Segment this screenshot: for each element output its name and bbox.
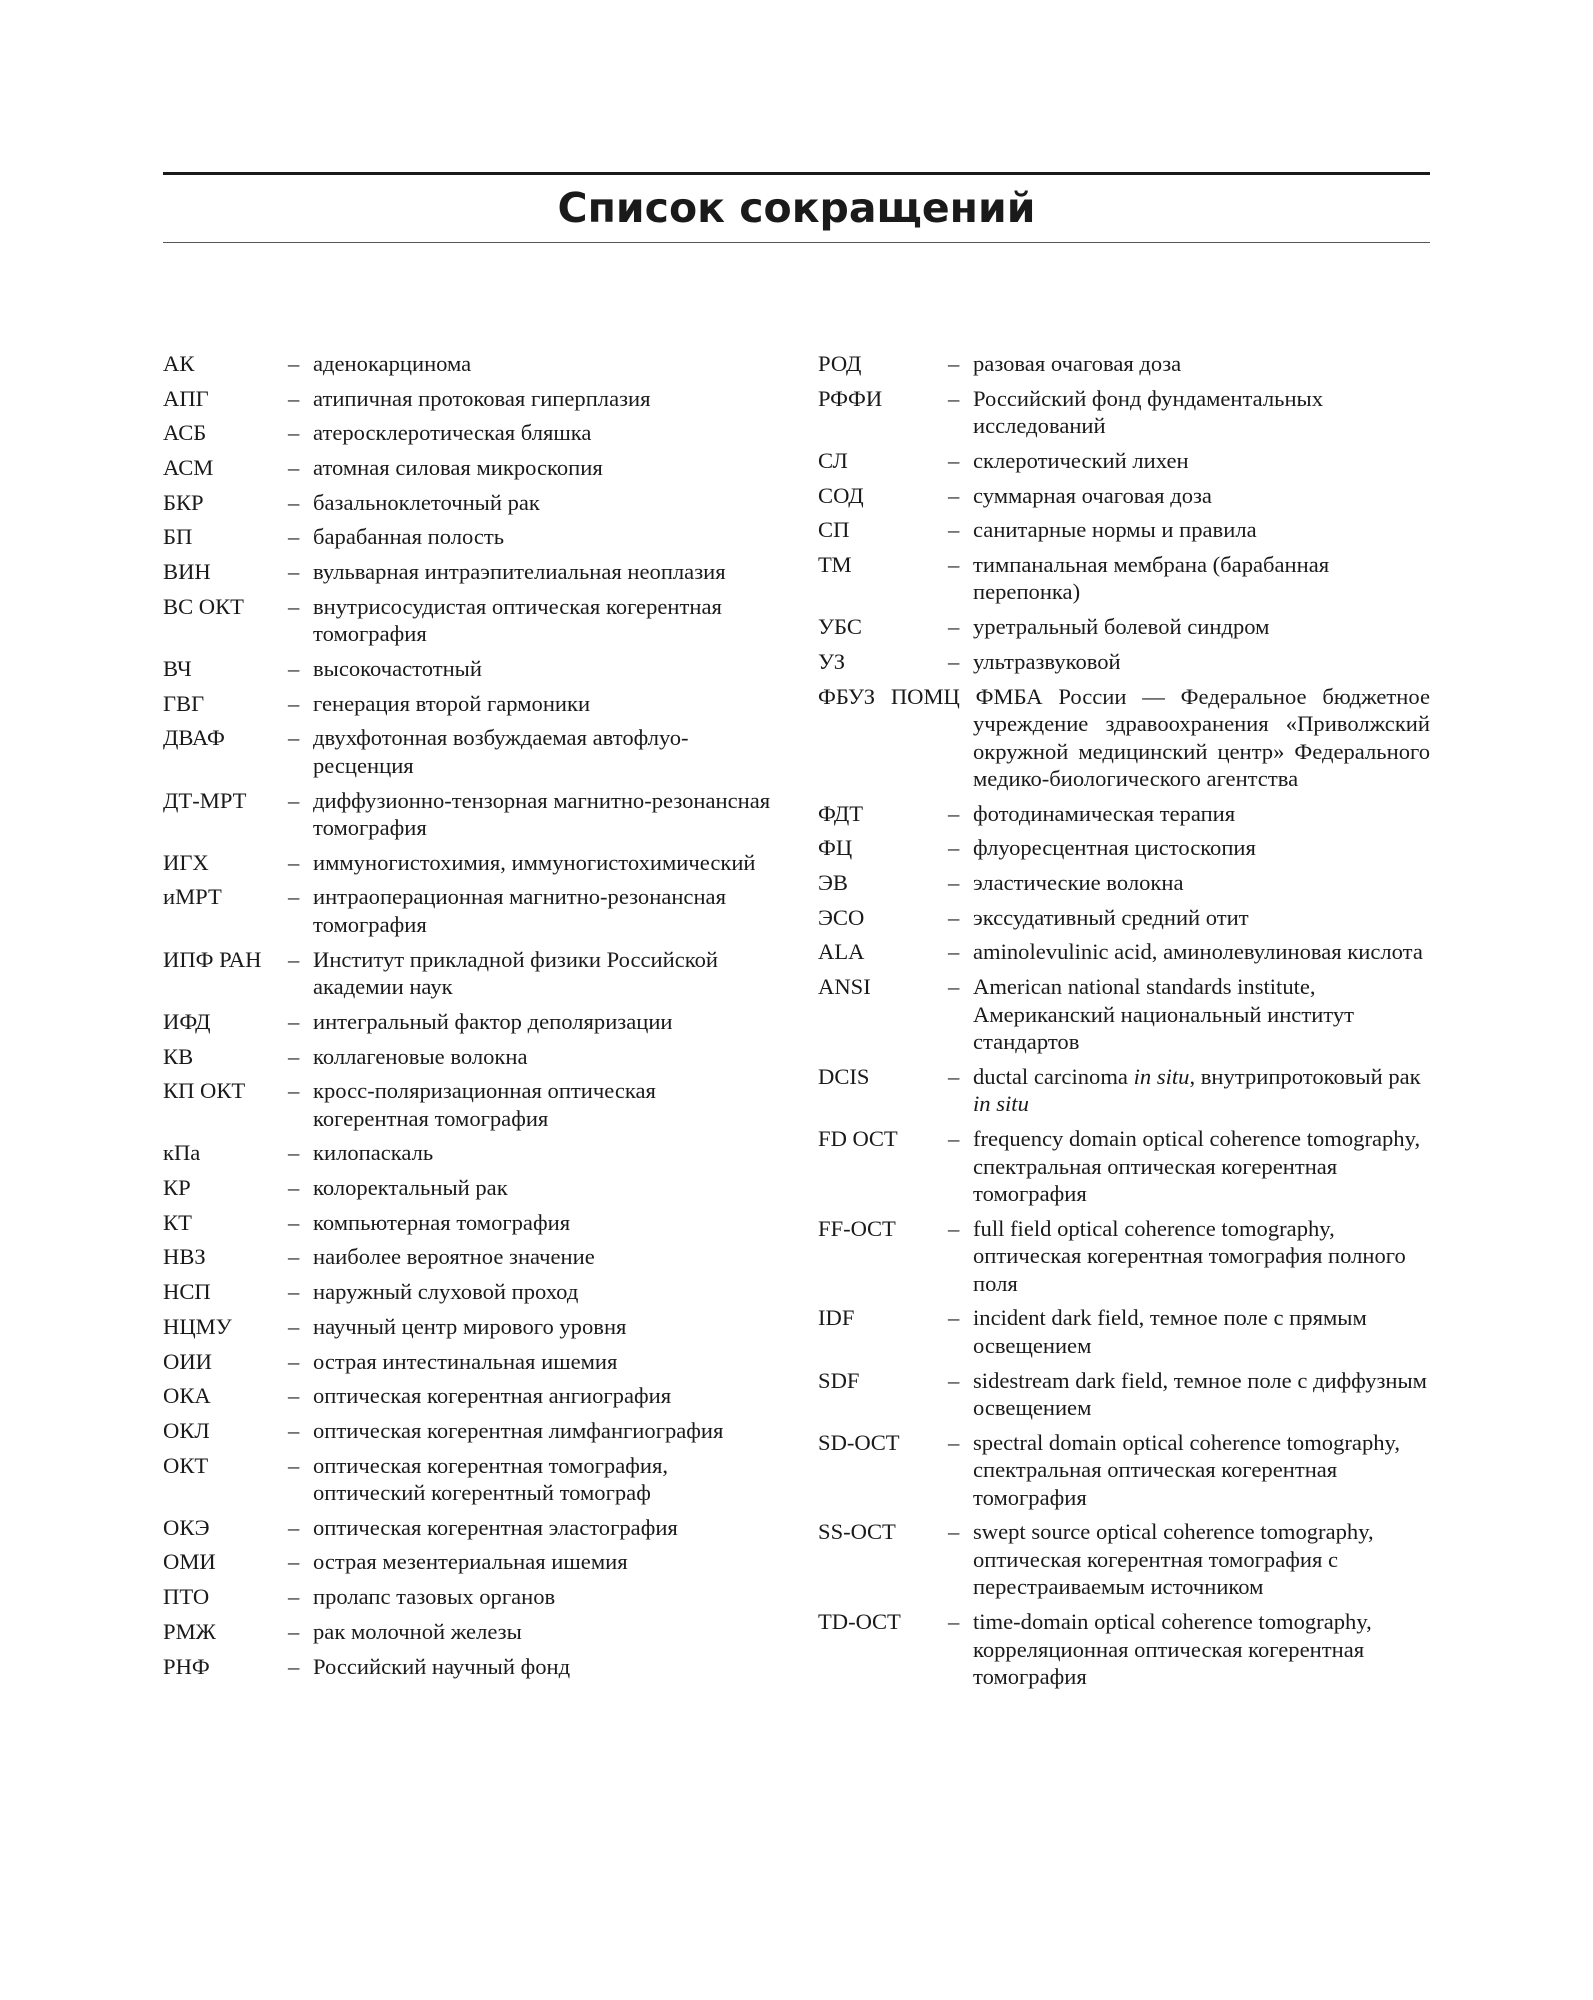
- abbreviation-entry: [163, 1139, 773, 1167]
- abbreviation-entry: [818, 973, 1430, 1056]
- abbreviation-entry: [818, 1429, 1430, 1512]
- abbreviation-definition: атомная силовая микроскопия: [313, 455, 603, 481]
- abbreviation-term: DCIS: [818, 1063, 870, 1089]
- abbreviation-entry: [163, 1243, 773, 1271]
- abbreviation-term: TD-OCT: [818, 1609, 901, 1635]
- abbreviation-definition-wrap: [288, 1139, 773, 1167]
- dash-separator: –: [288, 1653, 300, 1679]
- abbreviation-entry: [163, 1583, 773, 1611]
- abbreviation-entry: [163, 489, 773, 517]
- dash-separator: –: [288, 1514, 300, 1540]
- abbreviation-term: ОКТ: [163, 1452, 209, 1478]
- abbreviation-definition-wrap: [288, 1313, 773, 1341]
- abbreviation-term: ОКА: [163, 1383, 211, 1409]
- dash-separator: –: [288, 787, 300, 813]
- abbreviation-definition-wrap: [948, 869, 1430, 897]
- abbreviation-entry: [163, 655, 773, 683]
- abbreviation-entry: [163, 1043, 773, 1071]
- abbreviation-entry: [163, 1514, 773, 1542]
- abbreviation-definition: колоректальный рак: [313, 1175, 508, 1201]
- abbreviation-entry: [818, 447, 1430, 475]
- abbreviation-definition-wrap: [948, 447, 1430, 475]
- dash-separator: –: [288, 1209, 300, 1235]
- abbreviation-entry: [818, 1608, 1430, 1691]
- dash-separator: –: [288, 1279, 300, 1305]
- abbreviation-entry: [163, 1653, 773, 1681]
- abbreviation-definition-wrap: [288, 787, 773, 842]
- abbreviation-entry: [818, 1215, 1430, 1298]
- dash-separator: –: [948, 800, 960, 826]
- dash-separator: –: [948, 974, 960, 1000]
- dash-separator: –: [948, 939, 960, 965]
- abbreviation-definition-wrap: [288, 690, 773, 718]
- abbreviation-entry: [818, 613, 1430, 641]
- abbreviation-term: ВИН: [163, 559, 211, 585]
- abbreviation-definition-wrap: [288, 655, 773, 683]
- abbreviation-definition-wrap: [948, 350, 1430, 378]
- abbreviation-term: НЦМУ: [163, 1313, 232, 1339]
- dash-separator: –: [288, 884, 300, 910]
- abbreviation-definition-wrap: [948, 904, 1430, 932]
- abbreviation-entry: [163, 593, 773, 648]
- definition-part: , внутрипротоковый рак: [1189, 1063, 1421, 1089]
- abbreviation-term: ОИИ: [163, 1348, 212, 1374]
- dash-separator: –: [948, 1305, 960, 1331]
- dash-separator: –: [288, 1244, 300, 1270]
- abbreviation-term: УЗ: [818, 648, 846, 674]
- dash-separator: –: [288, 489, 300, 515]
- dash-separator: –: [288, 351, 300, 376]
- abbreviation-entry: [163, 724, 773, 779]
- dash-separator: –: [948, 551, 960, 577]
- abbreviation-definition: вульварная интраэпителиальная неоплазия: [313, 559, 726, 585]
- abbreviation-definition-wrap: [948, 1429, 1430, 1512]
- abbreviation-term: РОД: [818, 351, 862, 376]
- abbreviation-definition: spectral domain optical coherence tomography, спектральная оптическая когерентная томография: [973, 1429, 1401, 1510]
- abbreviation-entry: [818, 551, 1430, 606]
- abbreviation-entry: [163, 883, 773, 938]
- abbreviation-entry: [163, 787, 773, 842]
- abbreviation-definition: time-domain optical coherence tomography, корреляционная оптическая когерентная томография: [973, 1609, 1372, 1690]
- abbreviation-entry: [818, 869, 1430, 897]
- abbreviation-definition-wrap: [288, 724, 773, 779]
- abbreviation-term: ЭСО: [818, 904, 865, 930]
- dash-separator: –: [948, 385, 960, 411]
- abbreviation-entry: [163, 1548, 773, 1576]
- abbreviation-definition: высокочастотный: [313, 656, 482, 681]
- dash-separator: –: [288, 1078, 300, 1104]
- dash-separator: –: [288, 593, 300, 619]
- dash-separator: –: [288, 1008, 300, 1034]
- abbreviation-term: SD-OCT: [818, 1429, 900, 1455]
- abbreviation-term: РФФИ: [818, 385, 883, 411]
- abbreviation-definition-wrap: [288, 1174, 773, 1202]
- abbreviation-definition-wrap: [288, 489, 773, 517]
- abbreviations-right-column: [818, 350, 1430, 1698]
- abbreviation-definition: научный центр мирового уровня: [313, 1313, 627, 1339]
- abbreviation-term: ИПФ РАН: [163, 946, 262, 972]
- abbreviation-definition: барабанная полость: [313, 524, 505, 550]
- abbreviation-term: ИГХ: [163, 849, 209, 875]
- abbreviation-term: ОКЛ: [163, 1417, 210, 1443]
- definition-part: in situ: [973, 1091, 1029, 1117]
- abbreviation-definition: [973, 1064, 1421, 1117]
- abbreviation-definition-wrap: [948, 551, 1430, 606]
- abbreviation-definition: оптическая когерентная лимфангиография: [313, 1417, 724, 1443]
- dash-separator: –: [948, 447, 960, 473]
- abbreviation-definition-wrap: [288, 1382, 773, 1410]
- abbreviation-entry: [163, 1348, 773, 1376]
- dash-separator: –: [288, 524, 300, 550]
- abbreviation-entry: [163, 1174, 773, 1202]
- abbreviation-definition: базальноклеточный рак: [313, 489, 540, 515]
- abbreviation-entry: [163, 1417, 773, 1445]
- abbreviation-definition: атеросклеротическая бляшка: [313, 420, 592, 446]
- abbreviation-definition-wrap: [288, 1077, 773, 1132]
- abbreviation-definition-wrap: [288, 1209, 773, 1237]
- abbreviation-definition: оптическая когерентная ангиография: [313, 1383, 672, 1409]
- abbreviation-term: СП: [818, 517, 850, 543]
- abbreviation-definition: кросс-поляризационная оптическая когерентная томография: [313, 1078, 656, 1131]
- abbreviation-definition: флуоресцентная цистоскопия: [973, 835, 1256, 861]
- dash-separator: –: [948, 1126, 960, 1151]
- dash-separator: –: [288, 420, 300, 446]
- dash-separator: –: [948, 1609, 960, 1635]
- dash-separator: –: [288, 946, 300, 972]
- dash-separator: –: [948, 835, 960, 861]
- dash-separator: –: [948, 517, 960, 543]
- abbreviation-definition: [818, 683, 1430, 793]
- abbreviation-entry-long: [818, 683, 1430, 793]
- abbreviation-definition-wrap: [288, 558, 773, 586]
- abbreviation-definition: интраоперационная магнитно-резонансная томография: [313, 884, 726, 937]
- abbreviation-term: СОД: [818, 482, 864, 508]
- abbreviation-definition: American national standards institute, Американский национальный институт стандартов: [973, 974, 1355, 1055]
- abbreviation-term: ФЦ: [818, 835, 853, 861]
- dash-separator: –: [288, 1348, 300, 1374]
- dash-separator: –: [288, 656, 300, 681]
- abbreviation-term: ФДТ: [818, 800, 864, 826]
- abbreviation-term: УБС: [818, 614, 862, 640]
- abbreviation-definition: интегральный фактор деполяризации: [313, 1008, 673, 1034]
- dash-separator: –: [948, 648, 960, 674]
- abbreviation-definition-wrap: [288, 1348, 773, 1376]
- abbreviation-term: НВЗ: [163, 1244, 206, 1270]
- abbreviation-definition: full field optical coherence tomography, оптическая когерентная томография полного поля: [973, 1215, 1406, 1296]
- abbreviation-definition-wrap: [288, 454, 773, 482]
- dash-separator: —: [1126, 683, 1181, 709]
- abbreviation-definition: рак молочной железы: [313, 1618, 522, 1644]
- abbreviation-entry: [163, 523, 773, 551]
- abbreviation-definition-wrap: [948, 1063, 1430, 1118]
- abbreviation-entry: [818, 516, 1430, 544]
- abbreviation-definition-wrap: [948, 1125, 1430, 1208]
- abbreviation-definition-wrap: [948, 938, 1430, 966]
- definition-part: ductal carcinoma: [973, 1063, 1134, 1089]
- abbreviation-term: FD OCT: [818, 1126, 898, 1151]
- abbreviation-term: ФБУЗ ПОМЦ ФМБА России: [818, 683, 1127, 709]
- abbreviation-entry: [818, 1367, 1430, 1422]
- abbreviation-term: IDF: [818, 1305, 855, 1331]
- abbreviation-definition: тимпанальная мембрана (барабанная перепонка): [973, 551, 1330, 605]
- abbreviation-definition-wrap: [288, 1008, 773, 1036]
- dash-separator: –: [288, 559, 300, 585]
- dash-separator: –: [948, 1519, 960, 1545]
- dash-separator: –: [288, 690, 300, 716]
- dash-separator: –: [288, 1313, 300, 1339]
- abbreviation-definition: компьютерная томография: [313, 1209, 571, 1235]
- abbreviation-definition: иммуногистохимия, иммуногистохимический: [313, 849, 756, 875]
- abbreviation-definition: Российский фонд фундаментальных исследований: [973, 385, 1324, 439]
- abbreviation-entry: [818, 1304, 1430, 1359]
- abbreviation-entry: [163, 849, 773, 877]
- abbreviation-definition: эластические волокна: [973, 870, 1184, 896]
- dash-separator: –: [948, 351, 960, 376]
- abbreviation-term: КР: [163, 1175, 191, 1201]
- abbreviation-term: SDF: [818, 1367, 860, 1393]
- abbreviation-term: иМРТ: [163, 884, 222, 910]
- abbreviation-term: ОМИ: [163, 1549, 216, 1575]
- abbreviation-term: РНФ: [163, 1653, 210, 1679]
- abbreviation-definition: aminolevulinic acid, аминолевулиновая кислота: [973, 939, 1423, 965]
- dash-separator: –: [288, 1383, 300, 1409]
- abbreviation-term: АК: [163, 351, 195, 376]
- abbreviation-term: ВС ОКТ: [163, 593, 244, 619]
- abbreviation-term: АПГ: [163, 385, 209, 411]
- dash-separator: –: [948, 1429, 960, 1455]
- title-bottom-rule: [163, 242, 1430, 243]
- abbreviation-definition: Институт прикладной физики Российской академии наук: [313, 946, 718, 1000]
- abbreviation-entry: [163, 1077, 773, 1132]
- dash-separator: –: [288, 1618, 300, 1644]
- abbreviation-definition: Российский научный фонд: [313, 1653, 571, 1679]
- abbreviation-definition: аденокарцинома: [313, 351, 472, 376]
- dash-separator: –: [948, 1215, 960, 1241]
- dash-separator: –: [288, 1043, 300, 1069]
- abbreviation-term: КВ: [163, 1043, 194, 1069]
- abbreviation-definition-wrap: [948, 1367, 1430, 1422]
- abbreviation-definition-wrap: [948, 1304, 1430, 1359]
- abbreviation-definition-wrap: [288, 350, 773, 378]
- abbreviation-term: ПТО: [163, 1584, 210, 1610]
- dash-separator: –: [288, 1452, 300, 1478]
- title-top-rule: [163, 172, 1430, 175]
- abbreviation-term: ДВАФ: [163, 725, 225, 751]
- abbreviation-term: РМЖ: [163, 1618, 216, 1644]
- abbreviation-entry: [818, 938, 1430, 966]
- abbreviation-definition: атипичная протоковая гиперплазия: [313, 385, 651, 411]
- abbreviation-definition: наиболее вероятное значение: [313, 1244, 595, 1270]
- abbreviation-definition-wrap: [288, 593, 773, 648]
- abbreviation-definition-wrap: [288, 1452, 773, 1507]
- abbreviation-definition-wrap: [288, 419, 773, 447]
- abbreviation-definition: диффузионно-тензорная магнитно-резонансная томография: [313, 787, 771, 841]
- abbreviation-entry: [818, 385, 1430, 440]
- abbreviation-entry: [163, 690, 773, 718]
- abbreviation-term: НСП: [163, 1279, 211, 1305]
- abbreviation-entry: [818, 800, 1430, 828]
- abbreviation-definition-wrap: [288, 1278, 773, 1306]
- dash-separator: –: [288, 455, 300, 481]
- abbreviation-term: АСБ: [163, 420, 207, 446]
- abbreviation-definition: разовая очаговая доза: [973, 351, 1182, 376]
- abbreviation-entry: [818, 904, 1430, 932]
- abbreviation-definition: экссудативный средний отит: [973, 904, 1249, 930]
- abbreviation-entry: [163, 1382, 773, 1410]
- abbreviation-entry: [163, 558, 773, 586]
- abbreviation-term: ЭВ: [818, 870, 848, 896]
- abbreviation-entry: [818, 1063, 1430, 1118]
- abbreviation-term: ANSI: [818, 974, 871, 1000]
- abbreviation-entry: [163, 350, 773, 378]
- abbreviation-term: SS-OCT: [818, 1519, 896, 1545]
- abbreviation-definition-wrap: [288, 883, 773, 938]
- dash-separator: –: [948, 870, 960, 896]
- dash-separator: –: [948, 1367, 960, 1393]
- abbreviation-entry: [163, 419, 773, 447]
- abbreviation-term: КТ: [163, 1209, 192, 1235]
- abbreviation-definition: sidestream dark field, темное поле с диффузным освещением: [973, 1367, 1427, 1421]
- abbreviation-definition-wrap: [948, 1518, 1430, 1601]
- abbreviation-term: ВЧ: [163, 656, 192, 681]
- abbreviation-definition-wrap: [948, 834, 1430, 862]
- abbreviation-definition-wrap: [948, 516, 1430, 544]
- page-title: Список сокращений: [557, 184, 1036, 232]
- abbreviation-term: ALA: [818, 939, 865, 965]
- abbreviation-entry: [818, 482, 1430, 510]
- abbreviation-definition: суммарная очаговая доза: [973, 482, 1212, 508]
- abbreviation-entry: [163, 1618, 773, 1646]
- abbreviation-term: БП: [163, 524, 193, 550]
- abbreviation-definition-wrap: [288, 1618, 773, 1646]
- abbreviation-term: БКР: [163, 489, 204, 515]
- abbreviation-definition: фотодинамическая терапия: [973, 800, 1236, 826]
- abbreviation-definition: острая мезентериальная ишемия: [313, 1549, 628, 1575]
- abbreviation-definition-wrap: [948, 482, 1430, 510]
- abbreviation-term: кПа: [163, 1140, 201, 1166]
- abbreviation-entry: [818, 1125, 1430, 1208]
- dash-separator: –: [288, 1549, 300, 1575]
- dash-separator: –: [948, 482, 960, 508]
- abbreviation-definition-wrap: [288, 1243, 773, 1271]
- abbreviation-definition: генерация второй гармоники: [313, 690, 591, 716]
- abbreviation-entry: [163, 1452, 773, 1507]
- abbreviation-entry: [818, 350, 1430, 378]
- abbreviation-term: ОКЭ: [163, 1514, 210, 1540]
- dash-separator: –: [288, 849, 300, 875]
- abbreviation-definition: frequency domain optical coherence tomography, спектральная оптическая когерентная томография: [973, 1126, 1421, 1206]
- abbreviation-definition: ультразвуковой: [973, 648, 1121, 674]
- dash-separator: –: [948, 1063, 960, 1089]
- abbreviation-term: ТМ: [818, 551, 852, 577]
- abbreviation-definition: наружный слуховой проход: [313, 1279, 579, 1305]
- abbreviation-definition-wrap: [948, 1608, 1430, 1691]
- abbreviation-term: СЛ: [818, 447, 848, 473]
- abbreviation-definition-wrap: [948, 1215, 1430, 1298]
- abbreviation-entry: [818, 1518, 1430, 1601]
- abbreviation-definition-wrap: [288, 1417, 773, 1445]
- abbreviation-definition-wrap: [948, 648, 1430, 676]
- dash-separator: –: [948, 614, 960, 640]
- dash-separator: –: [948, 904, 960, 930]
- abbreviation-definition: swept source optical coherence tomography, оптическая когерентная томография с перестраиваемым источником: [973, 1519, 1374, 1600]
- abbreviation-definition-wrap: [288, 385, 773, 413]
- abbreviation-definition: уретральный болевой синдром: [973, 614, 1270, 640]
- abbreviation-definition-wrap: [948, 385, 1430, 440]
- abbreviation-definition-wrap: [288, 849, 773, 877]
- abbreviation-definition: склеротический лихен: [973, 447, 1189, 473]
- abbreviation-definition: внутрисосудистая оптическая когерентная томография: [313, 593, 722, 647]
- abbreviation-entry: [163, 1008, 773, 1036]
- abbreviations-left-column: [163, 350, 773, 1687]
- dash-separator: –: [288, 1140, 300, 1166]
- abbreviation-definition: двухфотонная возбуждаемая автофлуоресценция: [313, 725, 689, 778]
- abbreviation-entry: [163, 946, 773, 1001]
- abbreviation-definition-wrap: [948, 973, 1430, 1056]
- abbreviation-definition-wrap: [288, 946, 773, 1001]
- abbreviation-entry: [163, 1313, 773, 1341]
- abbreviation-definition-wrap: [288, 1583, 773, 1611]
- abbreviation-entry: [163, 454, 773, 482]
- abbreviation-term: FF-OCT: [818, 1215, 896, 1241]
- dash-separator: –: [288, 725, 300, 751]
- abbreviation-definition-text: Федеральное бюджетное учреждение здравоохранения «Приволжский окружной медицинский центр» Федерального медико-биологического агентства: [973, 683, 1430, 791]
- abbreviation-entry: [163, 1209, 773, 1237]
- abbreviation-definition: острая интестинальная ишемия: [313, 1348, 618, 1374]
- abbreviation-entry: [163, 385, 773, 413]
- abbreviation-definition-wrap: [288, 1548, 773, 1576]
- dash-separator: –: [288, 385, 300, 411]
- abbreviation-term: ГВГ: [163, 690, 205, 716]
- abbreviation-term: КП ОКТ: [163, 1078, 246, 1104]
- abbreviation-definition-wrap: [288, 1043, 773, 1071]
- abbreviation-term: ИФД: [163, 1008, 211, 1034]
- abbreviation-definition-wrap: [288, 1514, 773, 1542]
- abbreviation-definition-wrap: [948, 800, 1430, 828]
- abbreviation-entry: [818, 834, 1430, 862]
- abbreviation-term: АСМ: [163, 455, 214, 481]
- dash-separator: –: [288, 1417, 300, 1443]
- abbreviation-definition-wrap: [288, 523, 773, 551]
- abbreviation-definition: оптическая когерентная эластография: [313, 1514, 678, 1540]
- abbreviation-definition: оптическая когерентная томография, оптический когерентный томограф: [313, 1452, 669, 1506]
- abbreviation-definition: санитарные нормы и правила: [973, 517, 1257, 543]
- abbreviation-term: ДТ-МРТ: [163, 787, 247, 813]
- abbreviation-definition-wrap: [288, 1653, 773, 1681]
- definition-part: in situ: [1133, 1063, 1190, 1089]
- abbreviation-entry: [163, 1278, 773, 1306]
- abbreviation-definition: incident dark field, темное поле с прямым освещением: [973, 1305, 1367, 1358]
- abbreviation-entry: [818, 648, 1430, 676]
- abbreviation-definition: килопаскаль: [313, 1140, 434, 1166]
- abbreviation-definition: коллагеновые волокна: [313, 1043, 528, 1069]
- abbreviation-definition: пролапс тазовых органов: [313, 1584, 556, 1610]
- dash-separator: –: [288, 1584, 300, 1610]
- dash-separator: –: [288, 1175, 300, 1201]
- abbreviation-definition-wrap: [948, 613, 1430, 641]
